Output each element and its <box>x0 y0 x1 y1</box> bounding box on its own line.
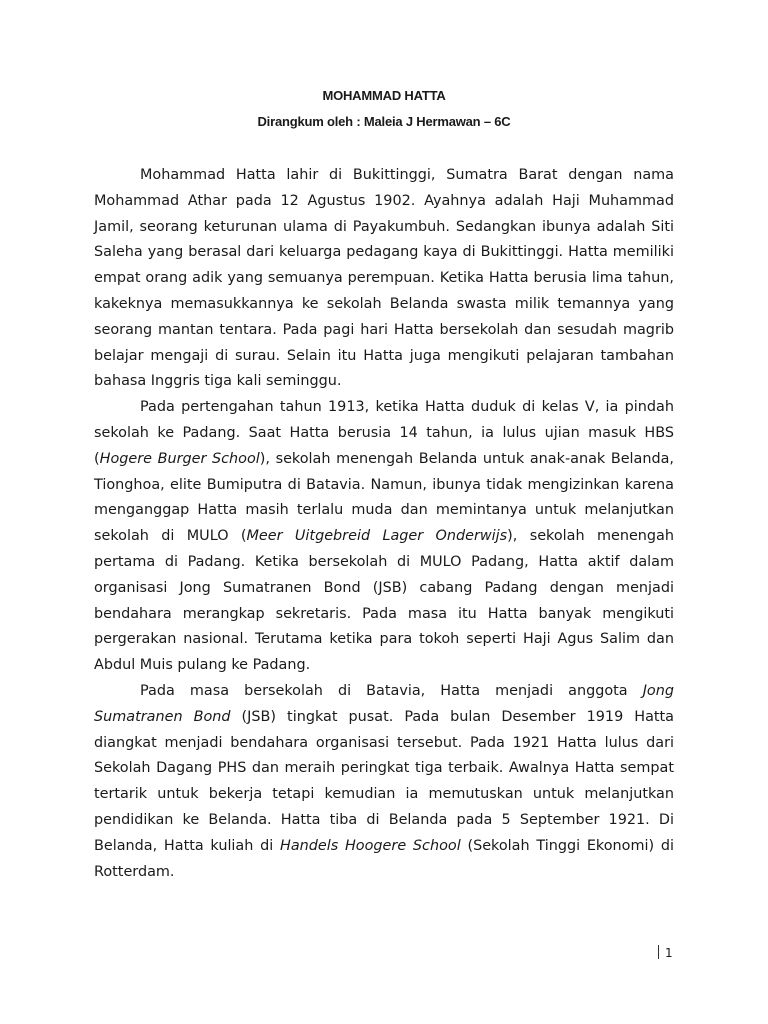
page-number <box>658 944 673 962</box>
paragraph-text: (JSB) tingkat pusat. Pada bulan Desember 1919 Hatta diangkat menjadi bendahara organisasi tersebut. Pada 1921 Hatta lulus dari Sekolah Dagang PHS dan meraih peringkat tiga terbaik. Awalnya Hatta sempat tertarik untuk bekerja tetapi kemudian ia memutuskan untuk melanjutkan pendidikan ke Belanda. Hatta tiba di Belanda pada 5 September 1921. Di Belanda, Hatta kuliah di <box>94 708 674 854</box>
paragraph-text: ), sekolah menengah pertama di Padang. Ketika bersekolah di MULO Padang, Hatta aktif dalam organisasi Jong Sumatranen Bond (JSB) cabang Padang dengan menjadi bendahara merangkap sekretaris. Pada masa itu Hatta banyak mengikuti pergerakan nasional. Terutama ketika para tokoh seperti Haji Agus Salim dan Abdul Muis pulang ke Padang. <box>94 528 674 674</box>
italic-term: Handels Hoogere School <box>280 837 461 854</box>
paragraph-text: ), sekolah menengah Belanda untuk anak-anak Belanda, Tionghoa, elite Bumiputra di Batavia. Namun, ibunya tidak mengizinkan karena menganggap Hatta masih terlalu muda dan memintanya untuk melanjutkan sekolah di MULO ( <box>94 450 675 545</box>
document-body <box>94 163 674 885</box>
italic-term: Meer Uitgebreid Lager Onderwijs <box>246 528 508 545</box>
italic-term: Hogere Burger School <box>99 450 260 467</box>
document-title: MOHAMMAD HATTA <box>322 88 446 103</box>
paragraph-text: Pada pertengahan tahun 1913, ketika Hatta duduk di kelas V, ia pindah sekolah ke Padang. Saat Hatta berusia 14 tahun, ia lulus ujian masuk HBS ( <box>94 399 674 467</box>
paragraph-3 <box>94 679 674 885</box>
italic-term: Jong Sumatranen Bond <box>94 682 674 725</box>
paragraph-text: Mohammad Hatta lahir di Bukittinggi, Sumatra Barat dengan nama Mohammad Athar pada 12 Agustus 1902. Ayahnya adalah Haji Muhammad Jamil, seorang keturunan ulama di Payakumbuh. Sedangkan ibunya adalah Siti Saleha yang berasal dari keluarga pedagang kaya di Bukittinggi. Hatta memiliki empat orang adik yang semuanya perempuan. Ketika Hatta berusia lima tahun, kakeknya memasukkannya ke sekolah Belanda swasta milik temannya yang seorang mantan tentara. Pada pagi hari Hatta bersekolah dan sesudah magrib belajar mengaji di surau. Selain itu Hatta juga mengikuti pelajaran tambahan bahasa Inggris tiga kali seminggu. <box>94 167 674 390</box>
paragraph-2 <box>94 395 674 679</box>
page-number-separator <box>658 945 659 959</box>
document-subtitle: Dirangkum oleh : Maleia J Hermawan – 6C <box>257 114 511 129</box>
paragraph-text: (Sekolah Tinggi Ekonomi) di Rotterdam. <box>94 837 674 880</box>
page-number-value: 1 <box>665 946 673 960</box>
paragraph-text: Pada masa bersekolah di Batavia, Hatta menjadi anggota <box>140 682 643 699</box>
paragraph-1 <box>94 163 674 395</box>
